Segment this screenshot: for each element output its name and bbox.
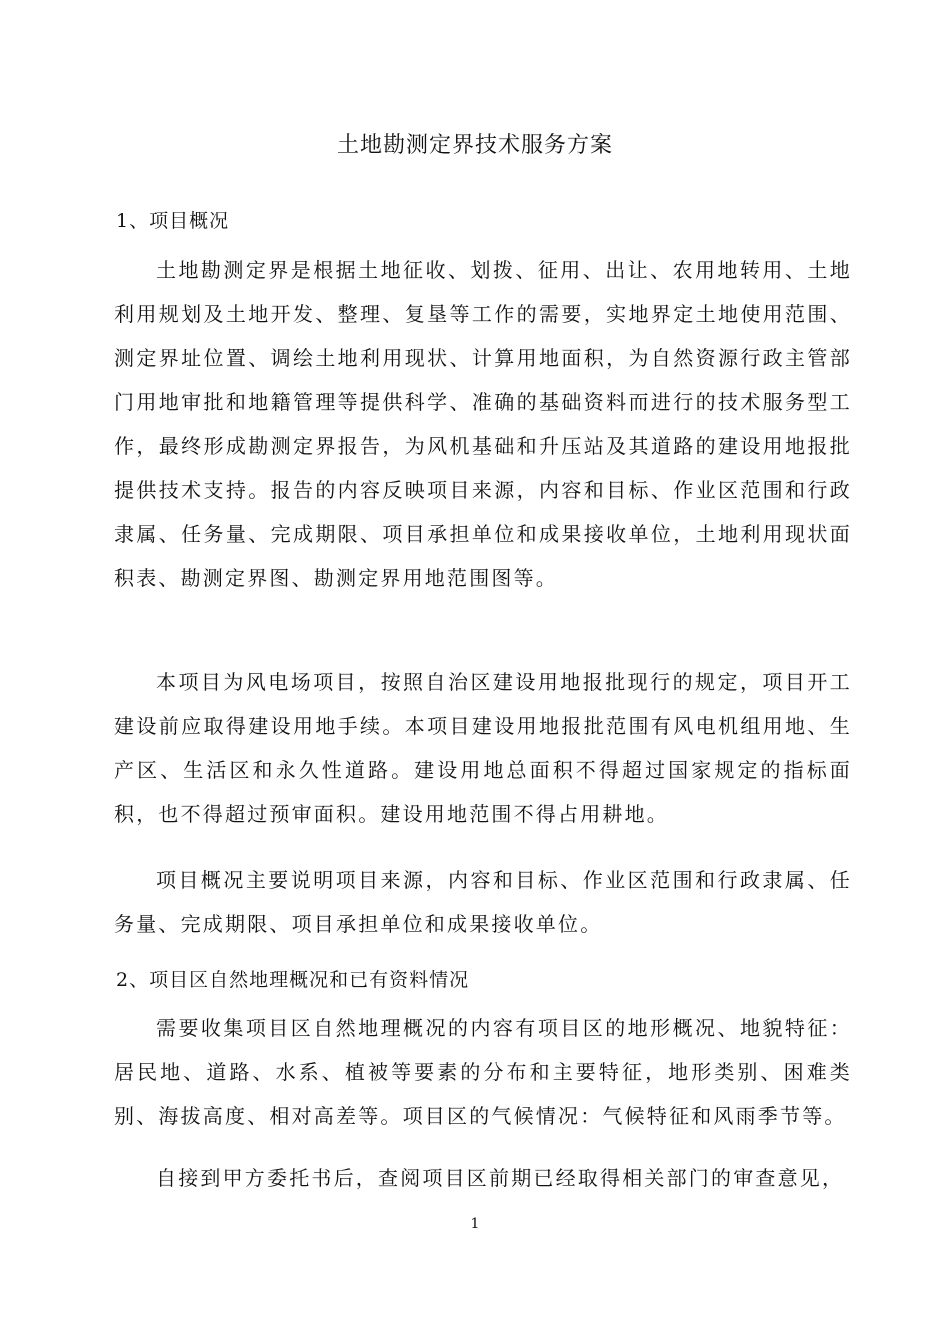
paragraph-geography-data: 需要收集项目区自然地理概况的内容有项目区的地形概况、地貌特征：居民地、道路、水系、植被等要素的分布和主要特征，地形类别、困难类别、海拔高度、相对高差等。项目区的气候情况：气候特征和风雨季节等。 (114, 1016, 852, 1128)
paragraph-review-materials: 自接到甲方委托书后，查阅项目区前期已经取得相关部门的审查意见， (156, 1166, 845, 1190)
paragraph-project-requirements: 本项目为风电场项目，按照自治区建设用地报批现行的规定，项目开工建设前应取得建设用地手续。本项目建设用地报批范围有风电机组用地、生产区、生活区和永久性道路。建设用地总面积不得超过国家规定的指标面积，也不得超过预审面积。建设用地范围不得占用耕地。 (114, 670, 852, 826)
section-heading-natural-geography: 2、项目区自然地理概况和已有资料情况 (116, 969, 470, 991)
section-heading-project-overview: 1、项目概况 (116, 210, 230, 232)
page-number: 1 (470, 1216, 480, 1232)
paragraph-definition: 土地勘测定界是根据土地征收、划拨、征用、出让、农用地转用、土地利用规划及土地开发、整理、复垦等工作的需要，实地界定土地使用范围、测定界址位置、调绘土地利用现状、计算用地面积，为自然资源行政主管部门用地审批和地籍管理等提供科学、准确的基础资料而进行的技术服务型工作，最终形成勘测定界报告，为风机基础和升压站及其道路的建设用地报批提供技术支持。报告的内容反映项目来源，内容和目标、作业区范围和行政隶属、任务量、完成期限、项目承担单位和成果接收单位，土地利用现状面积表、勘测定界图、勘测定界用地范围图等。 (114, 258, 852, 590)
document-title: 土地勘测定界技术服务方案 (336, 133, 613, 158)
paragraph-overview-summary: 项目概况主要说明项目来源，内容和目标、作业区范围和行政隶属、任务量、完成期限、项目承担单位和成果接收单位。 (114, 868, 852, 936)
